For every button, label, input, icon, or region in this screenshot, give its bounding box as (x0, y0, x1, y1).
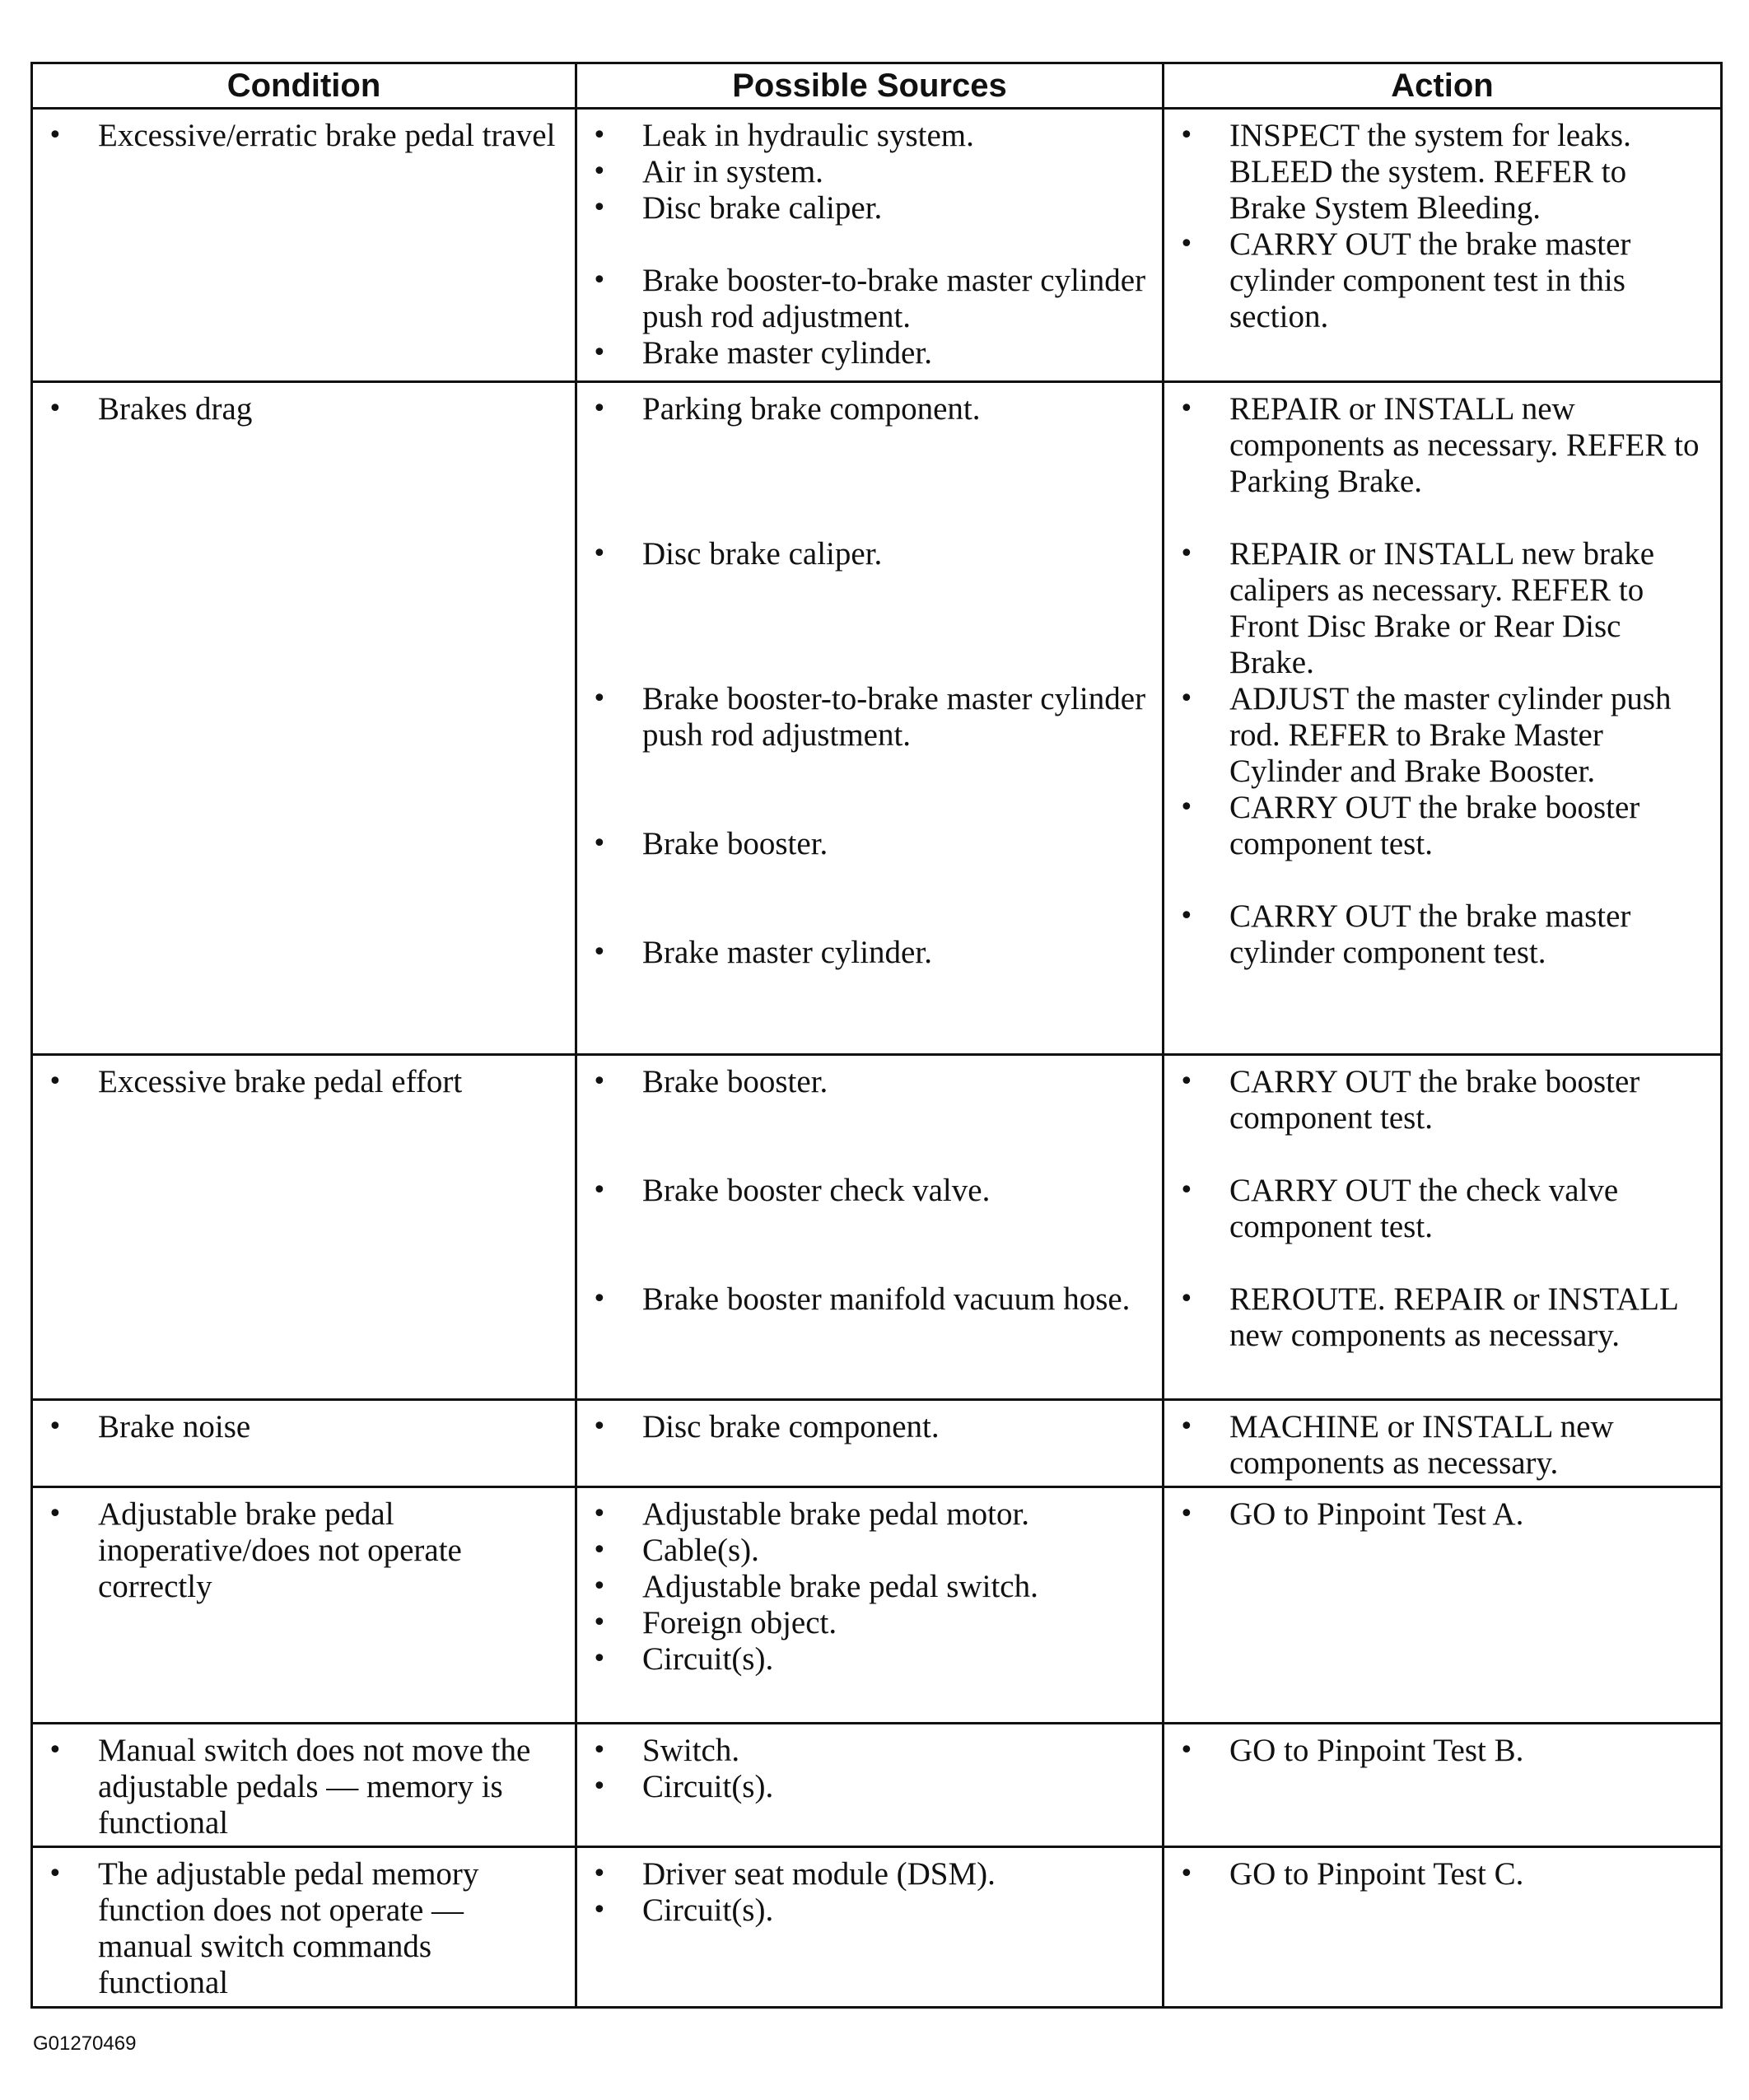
condition-cell (32, 1055, 576, 1400)
source-item: • Air in system. (589, 154, 1149, 190)
condition-cell (32, 109, 576, 382)
sources-cell (576, 1724, 1164, 1847)
source-item: • Parking brake component. (589, 391, 1149, 427)
symptom-chart-table (30, 62, 1723, 2009)
source-item: • Circuit(s). (589, 1641, 1149, 1678)
action-cell (1164, 1055, 1722, 1400)
action-cell (1164, 109, 1722, 382)
action-cell (1164, 1724, 1722, 1847)
source-item: • Disc brake component. (589, 1409, 1149, 1445)
action-cell (1164, 1487, 1722, 1724)
source-item: • Driver seat module (DSM). (589, 1856, 1149, 1892)
source-item: • Brake booster-to-brake master cylinder push rod adjustment. (589, 263, 1149, 335)
sources-cell (576, 1055, 1164, 1400)
sources-cell (576, 382, 1164, 1055)
source-item: • Brake booster check valve. (589, 1173, 1149, 1209)
action-item: • GO to Pinpoint Test C. (1176, 1856, 1707, 1892)
condition-text: • Brake noise (44, 1409, 562, 1445)
source-item: • Switch. (589, 1733, 1149, 1769)
action-cell (1164, 1847, 1722, 2008)
condition-text: • Manual switch does not move the adjustable pedals — memory is functional (44, 1733, 562, 1841)
action-item: • CARRY OUT the brake booster component test. (1176, 790, 1707, 862)
condition-cell (32, 382, 576, 1055)
condition-cell (32, 1847, 576, 2008)
table-row (32, 1055, 1722, 1400)
source-item: • Circuit(s). (589, 1892, 1149, 1929)
action-item: • GO to Pinpoint Test A. (1176, 1496, 1707, 1533)
source-item: • Brake master cylinder. (589, 335, 1149, 371)
source-item: • Disc brake caliper. (589, 536, 1149, 572)
sources-cell (576, 1487, 1164, 1724)
source-item: • Adjustable brake pedal switch. (589, 1569, 1149, 1605)
sources-cell (576, 109, 1164, 382)
header-possible-sources: Possible Sources (576, 63, 1164, 109)
source-item: • Brake booster-to-brake master cylinder push rod adjustment. (589, 681, 1149, 754)
source-item: • Brake booster. (589, 826, 1149, 862)
condition-cell (32, 1400, 576, 1487)
condition-cell (32, 1487, 576, 1724)
source-item: • Disc brake caliper. (589, 190, 1149, 226)
table-row (32, 1847, 1722, 2008)
action-item: • REROUTE. REPAIR or INSTALL new components as necessary. (1176, 1281, 1707, 1354)
sources-cell (576, 1400, 1164, 1487)
figure-code: G01270469 (33, 2032, 137, 2055)
condition-text: • The adjustable pedal memory function does not operate — manual switch commands functional (44, 1856, 562, 2001)
table-row (32, 1724, 1722, 1847)
source-item: • Cable(s). (589, 1533, 1149, 1569)
condition-text: • Brakes drag (44, 391, 562, 427)
action-item: • CARRY OUT the brake master cylinder component test. (1176, 898, 1707, 971)
header-row (32, 63, 1722, 109)
source-item: • Leak in hydraulic system. (589, 118, 1149, 154)
action-item: • ADJUST the master cylinder push rod. REFER to Brake Master Cylinder and Brake Booster. (1176, 681, 1707, 790)
table-row (32, 1400, 1722, 1487)
table-row (32, 1487, 1722, 1724)
action-item: • GO to Pinpoint Test B. (1176, 1733, 1707, 1769)
action-item: • CARRY OUT the brake master cylinder component test in this section. (1176, 226, 1707, 335)
action-item: • REPAIR or INSTALL new components as necessary. REFER to Parking Brake. (1176, 391, 1707, 500)
condition-text: • Excessive/erratic brake pedal travel (44, 118, 562, 154)
action-cell (1164, 382, 1722, 1055)
action-item: • INSPECT the system for leaks. BLEED the system. REFER to Brake System Bleeding. (1176, 118, 1707, 226)
action-item: • CARRY OUT the brake booster component test. (1176, 1064, 1707, 1136)
action-cell (1164, 1400, 1722, 1487)
source-item: • Circuit(s). (589, 1769, 1149, 1805)
header-condition: Condition (32, 63, 576, 109)
sources-cell (576, 1847, 1164, 2008)
action-item: • MACHINE or INSTALL new components as necessary. (1176, 1409, 1707, 1482)
source-item: • Brake booster manifold vacuum hose. (589, 1281, 1149, 1318)
diagnosis-table-container (30, 62, 1720, 2009)
action-item: • REPAIR or INSTALL new brake calipers as necessary. REFER to Front Disc Brake or Rear Disc Brake. (1176, 536, 1707, 681)
condition-text: • Excessive brake pedal effort (44, 1064, 562, 1100)
condition-cell (32, 1724, 576, 1847)
action-item: • CARRY OUT the check valve component test. (1176, 1173, 1707, 1245)
table-row (32, 382, 1722, 1055)
condition-text: • Adjustable brake pedal inoperative/does not operate correctly (44, 1496, 562, 1605)
table-row (32, 109, 1722, 382)
source-item: • Adjustable brake pedal motor. (589, 1496, 1149, 1533)
source-item: • Brake master cylinder. (589, 935, 1149, 971)
source-item: • Foreign object. (589, 1605, 1149, 1641)
header-action: Action (1164, 63, 1722, 109)
source-item: • Brake booster. (589, 1064, 1149, 1100)
